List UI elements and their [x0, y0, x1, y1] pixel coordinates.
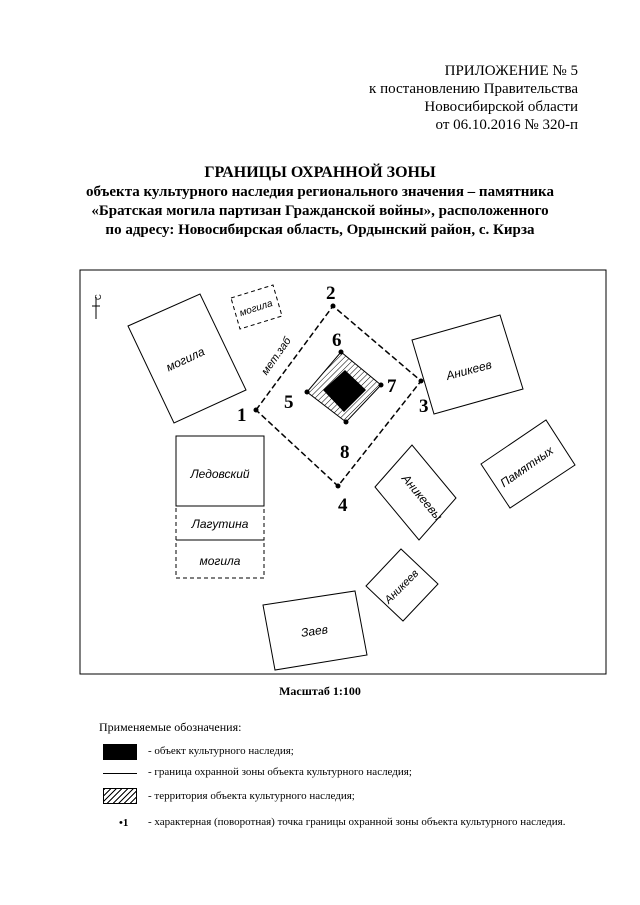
legend-item-label: - объект культурного наследия;: [148, 745, 294, 757]
point-icon: •1: [119, 817, 129, 829]
plot-lagutina-label: Лагутина: [191, 517, 249, 531]
point-8-label: 8: [340, 442, 350, 463]
plot-anikeevy-label: Аникеевы: [398, 471, 446, 524]
legend-title: Применяемые обозначения:: [99, 720, 242, 734]
document-title: [0, 163, 640, 240]
appendix-region: Новосибирской области: [424, 99, 578, 115]
point-2-label: 2: [326, 283, 336, 304]
point-2-marker: [331, 304, 336, 309]
point-3-marker: [419, 379, 424, 384]
title-line-4: по адресу: Новосибирская область, Ордынский район, с. Кирза: [105, 222, 535, 238]
appendix-number: ПРИЛОЖЕНИЕ № 5: [444, 63, 578, 79]
map-scale: Масштаб 1:100: [279, 684, 361, 698]
legend-item-label: - характерная (поворотная) точка границы охранной зоны объекта культурного наследия.: [148, 816, 566, 828]
appendix-header: [369, 62, 578, 134]
point-5-label: 5: [284, 392, 294, 413]
plot-zaev-label: Заев: [300, 622, 329, 640]
appendix-date: от 06.10.2016 № 320-п: [435, 117, 578, 133]
hatched-square-icon: [103, 788, 137, 804]
plot-pamyatnykh-label: Памятных: [497, 443, 556, 491]
legend-item-label: - граница охранной зоны объекта культурного наследия;: [148, 766, 412, 778]
title-line-1: ГРАНИЦЫ ОХРАННОЙ ЗОНЫ: [204, 164, 436, 181]
map: [78, 268, 608, 681]
point-symbol-number: 1: [122, 817, 129, 829]
map-svg: [78, 268, 608, 676]
black-square-icon: [103, 744, 137, 760]
north-arrow-icon: [92, 294, 103, 319]
plot-ledovskiy-label: Ледовский: [190, 467, 250, 481]
plot-anikeev-right-label: Аникеев: [444, 357, 494, 383]
fence-label: мет.заб: [259, 335, 294, 378]
point-4-marker: [336, 484, 341, 489]
point-7-marker: [379, 383, 384, 388]
north-label: С: [94, 294, 103, 300]
point-4-label: 4: [338, 495, 348, 516]
point-8-marker: [344, 420, 349, 425]
line-icon: [103, 773, 137, 774]
point-5-marker: [305, 390, 310, 395]
title-line-2: объекта культурного наследия регионального значения – памятника: [86, 184, 554, 200]
point-6-label: 6: [332, 330, 342, 351]
title-line-3: «Братская могила партизан Гражданской войны», расположенного: [91, 203, 549, 219]
plot-anikeev-bottom-label: Аникеев: [382, 567, 422, 607]
plot-mogila-bottom-label: могила: [199, 554, 241, 568]
plot-mogila-left-label: могила: [163, 344, 207, 375]
point-1-marker: [254, 408, 259, 413]
plot-mogila-top-label: могила: [238, 298, 275, 320]
point-7-label: 7: [387, 376, 397, 397]
point-1-label: 1: [237, 405, 247, 426]
point-3-label: 3: [419, 396, 429, 417]
legend-item-label: - территория объекта культурного наследия;: [148, 790, 355, 802]
appendix-resolution: к постановлению Правительства: [369, 81, 578, 97]
